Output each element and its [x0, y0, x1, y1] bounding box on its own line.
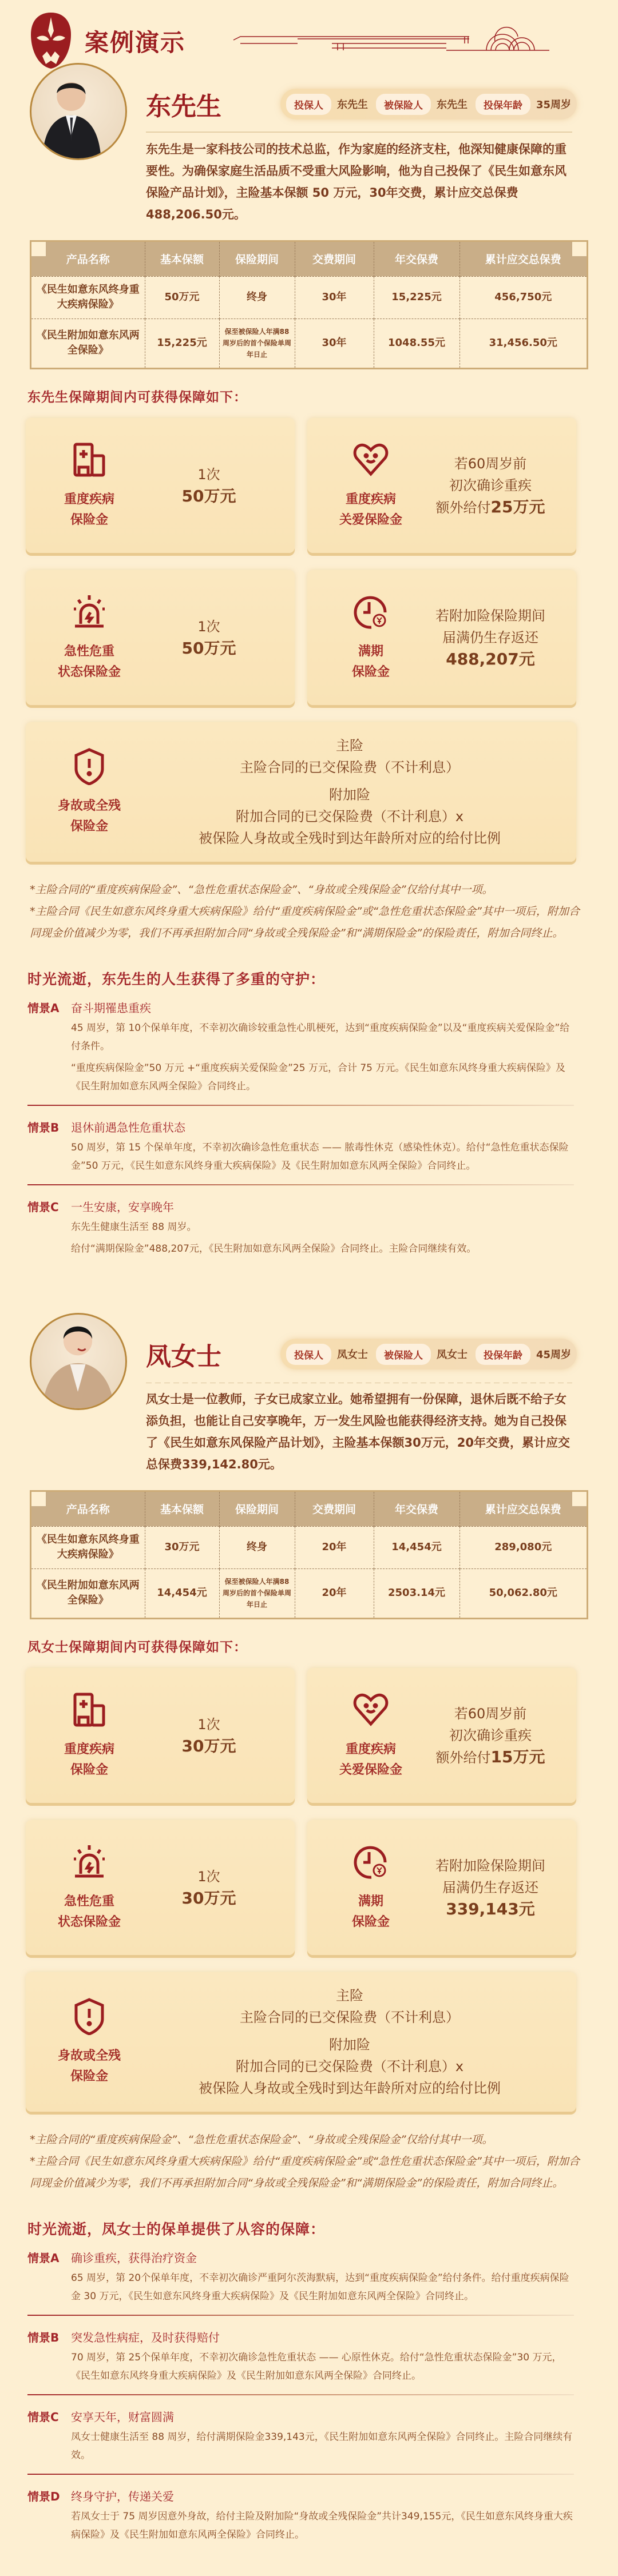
cell: 《民生如意东风终身重大疾病保险》	[31, 276, 145, 318]
th-pay-term: 交费期间	[295, 1492, 374, 1526]
th-total: 累计应交总保费	[459, 242, 587, 276]
scenario-title: 一生安康，安享晚年	[71, 1200, 174, 1214]
benefits-heading: 东先生保障期间内可获得保障如下：	[27, 389, 247, 405]
person-description: 凤女士是一位教师，子女已成家立业。她希望拥有一份保障，退休后既不给子女添负担，也能让自己安享晚年，万一发生风险也能获得经济支持。她为自己投保了《民生如意东风保险产品计划》，主险基本保额30万元，20年交费，累计应交总保费339,142.80元。	[146, 1392, 570, 1471]
fret-corner	[30, 240, 46, 256]
th-term: 保险期间	[219, 1492, 295, 1526]
benefit-card-maturity	[307, 1820, 576, 1955]
benefit-label: 满期 保险金	[351, 1894, 390, 1929]
benefit-detail: 若附加险保险期间 届满仍生存返还 339,143元	[435, 1858, 545, 1918]
benefit-detail: 1次 30万元	[181, 1869, 236, 1908]
fret-corner	[572, 353, 588, 369]
tag-label-insured: 被保险人	[376, 1344, 431, 1365]
shield-alert-icon	[70, 1997, 108, 2035]
scenario-tag: 情景B	[27, 1121, 60, 1134]
person-description: 东先生是一家科技公司的技术总监，作为家庭的经济支柱，他深知健康保障的重要性。为确保家庭生活品质不受重大风险影响，他为自己投保了《民生如意东风保险产品计划》，主险基本保额 50 万元，30年交费，累计应交总保费488,206.50元。	[146, 142, 566, 221]
tag-label-age: 投保年龄	[476, 1344, 530, 1365]
th-pay-term: 交费期间	[295, 242, 374, 276]
scenario-text: “重度疾病保险金”50 万元 +“重度疾病关爱保险金”25 万元，合计 75 万元。《民生如意东风终身重大疾病保险》及《民生附加如意东风两全保险》合同终止。	[71, 1062, 565, 1092]
heart-smile-icon	[352, 441, 390, 479]
person-name: 东先生	[146, 92, 221, 121]
benefit-card-critical-illness	[26, 418, 295, 553]
cell: 50,062.80元	[459, 1568, 587, 1618]
fret-corner	[30, 1603, 46, 1619]
cell: 保至被保险人年满88周岁后的首个保险单周年日止	[219, 1568, 295, 1618]
hospital-icon	[70, 1691, 108, 1729]
th-annual: 年交保费	[374, 1492, 459, 1526]
scenario-text: 70 周岁，第 25个保单年度，不幸初次确诊急性危重状态 —— 心原性休克。给付“急性危重状态保险金”30 万元，《民生如意东风终身重大疾病保险》及《民生附加如意东风两全保险》合同终止。	[71, 2352, 562, 2382]
th-product: 产品名称	[31, 242, 145, 276]
cell: 20年	[295, 1568, 374, 1618]
table-row	[31, 318, 587, 368]
scenario-c	[27, 2394, 574, 2474]
scenario-d	[27, 2474, 574, 2553]
scenarios-heading: 时光流逝，凤女士的保单提供了从容的保障：	[27, 2221, 326, 2237]
footnotes	[30, 2129, 588, 2194]
cell: 14,454元	[145, 1568, 219, 1618]
benefit-label: 急性危重 状态保险金	[57, 1894, 121, 1929]
benefit-detail: 若60周岁前 初次确诊重疾 额外给付25万元	[435, 455, 545, 516]
scenario-text: 50 周岁，第 15 个保单年度，不幸初次确诊急性危重状态 —— 脓毒性休克（感染性休克）。给付“急性危重状态保险金”50 万元，《民生如意东风终身重大疾病保险》及《民生附加如意东风两全保险》合同终止。	[71, 1142, 569, 1172]
man-portrait-icon	[31, 65, 125, 158]
scenario-title: 突发急性病症，及时获得赔付	[71, 2331, 220, 2344]
scenario-b	[27, 1105, 574, 1184]
case-feng	[0, 1313, 618, 2553]
fret-corner	[572, 240, 588, 256]
scenario-title: 安享天年，财富圆满	[71, 2410, 174, 2424]
scenario-a	[27, 999, 574, 1105]
th-amount: 基本保额	[145, 242, 219, 276]
heart-smile-icon	[352, 1691, 390, 1729]
benefit-label: 重度疾病 保险金	[64, 1742, 114, 1777]
benefit-card-care	[307, 418, 576, 553]
benefit-cards	[26, 1668, 618, 2112]
avatar	[30, 63, 127, 160]
person-profile	[0, 1313, 618, 1484]
cell: 31,456.50元	[459, 318, 587, 368]
scenario-tag: 情景A	[27, 2251, 60, 2265]
hospital-icon	[70, 441, 108, 479]
benefit-label: 重度疾病 保险金	[64, 492, 114, 527]
alarm-light-icon	[70, 593, 108, 631]
tag-label-policyholder: 投保人	[286, 1344, 331, 1365]
fret-corner	[572, 1490, 588, 1506]
benefit-card-acute	[26, 570, 295, 705]
th-product: 产品名称	[31, 1492, 145, 1526]
benefit-card-critical-illness	[26, 1668, 295, 1803]
person-name: 凤女士	[146, 1342, 221, 1371]
th-amount: 基本保额	[145, 1492, 219, 1526]
benefit-label: 重度疾病 关爱保险金	[339, 1742, 402, 1777]
table-row	[31, 1526, 587, 1568]
scenario-title: 奋斗期罹患重疾	[71, 1001, 151, 1015]
scenario-b	[27, 2315, 574, 2394]
cell: 《民生如意东风终身重大疾病保险》	[31, 1526, 145, 1568]
cell: 终身	[219, 276, 295, 318]
cell: 保至被保险人年满88周岁后的首个保险单周年日止	[219, 318, 295, 368]
fret-corner	[30, 1490, 46, 1506]
table-row	[31, 276, 587, 318]
benefit-cards	[26, 418, 618, 862]
scenario-tag: 情景C	[27, 2410, 59, 2424]
footnote: *主险合同的“重度疾病保险金”、“急性危重状态保险金”、“身故或全残保险金”仅给付其中一项。	[30, 883, 493, 896]
cell: 20年	[295, 1526, 374, 1568]
table-header-row	[31, 1492, 587, 1526]
fret-corner	[30, 353, 46, 369]
scenario-tag: 情景C	[27, 1200, 59, 1214]
benefit-card-acute	[26, 1820, 295, 1955]
person-profile	[0, 34, 618, 240]
benefits-heading: 凤女士保障期间内可获得保障如下：	[27, 1639, 247, 1655]
policy-tags	[280, 89, 577, 120]
benefit-card-maturity	[307, 570, 576, 705]
clock-yuan-icon	[352, 1843, 390, 1881]
benefit-detail: 主险 主险合同的已交保险费（不计利息） 附加险 附加合同的已交保险费（不计利息）x 被保险人身故或全残时到达年龄所对应的给付比例	[199, 1988, 501, 2096]
divider	[146, 132, 572, 133]
benefit-label: 满期 保险金	[351, 644, 390, 679]
page-title: 案例演示	[85, 29, 186, 57]
footnote: *主险合同《民生如意东风终身重大疾病保险》给付“重度疾病保险金”或“急性危重状态保险金”其中一项后，附加合同现金价值减少为零，我们不再承担附加合同“身故或全残保险金”和“满期保险金”的保险责任，附加合同终止。	[30, 2155, 580, 2189]
tag-label-age: 投保年龄	[476, 94, 530, 115]
benefit-detail: 若60周岁前 初次确诊重疾 额外给付15万元	[435, 1705, 545, 1766]
benefit-detail: 1次 50万元	[181, 619, 236, 658]
cell: 1048.55元	[374, 318, 459, 368]
th-annual: 年交保费	[374, 242, 459, 276]
tag-label-insured: 被保险人	[376, 94, 431, 115]
benefit-detail: 1次 50万元	[181, 467, 236, 505]
cell: 15,225元	[145, 318, 219, 368]
scenario-title: 终身守护，传递关爱	[71, 2490, 174, 2503]
cell: 289,080元	[459, 1526, 587, 1568]
benefit-detail: 主险 主险合同的已交保险费（不计利息） 附加险 附加合同的已交保险费（不计利息）x 被保险人身故或全残时到达年龄所对应的给付比例	[199, 738, 501, 846]
footnote: *主险合同《民生如意东风终身重大疾病保险》给付“重度疾病保险金”或“急性危重状态保险金”其中一项后，附加合同现金价值减少为零，我们不再承担附加合同“身故或全残保险金”和“满期保险金”的保险责任，附加合同终止。	[30, 905, 580, 939]
scenario-text: 给付“满期保险金”488,207元，《民生附加如意东风两全保险》合同终止。主险合同继续有效。	[71, 1243, 477, 1255]
benefit-label: 重度疾病 关爱保险金	[339, 492, 402, 527]
cell: 30年	[295, 318, 374, 368]
scenario-text: 凤女士健康生活至 88 周岁，给付满期保险金339,143元，《民生附加如意东风两全保险》合同终止。主险合同继续有效。	[71, 2431, 573, 2461]
cell: 50万元	[145, 276, 219, 318]
scenarios-heading: 时光流逝，东先生的人生获得了多重的守护：	[27, 971, 326, 988]
scenario-text: 东先生健康生活至 88 周岁。	[71, 1221, 197, 1233]
avatar	[30, 1313, 127, 1410]
cell: 终身	[219, 1526, 295, 1568]
scenario-text: 45 周岁，第 10个保单年度，不幸初次确诊较重急性心肌梗死，达到“重度疾病保险金”以及“重度疾病关爱保险金”给付条件。	[71, 1022, 570, 1052]
cell: 15,225元	[374, 276, 459, 318]
policy-tags	[280, 1339, 577, 1369]
table-header-row	[31, 242, 587, 276]
cell: 14,454元	[374, 1526, 459, 1568]
scenario-tag: 情景A	[27, 1001, 60, 1015]
tag-value-policyholder: 凤女士	[337, 1349, 368, 1361]
cell: 30万元	[145, 1526, 219, 1568]
cell: 456,750元	[459, 276, 587, 318]
scenario-title: 退休前遇急性危重状态	[71, 1121, 185, 1134]
benefit-detail: 若附加险保险期间 届满仍生存返还 488,207元	[435, 608, 545, 668]
benefit-card-death	[26, 722, 576, 862]
clock-yuan-icon	[352, 593, 390, 631]
tag-value-insured: 凤女士	[437, 1349, 468, 1361]
scenario-tag: 情景B	[27, 2331, 60, 2344]
product-table	[30, 1490, 588, 1619]
fret-corner	[572, 1603, 588, 1619]
cell: 《民生附加如意东风两全保险》	[31, 1568, 145, 1618]
woman-portrait-icon	[31, 1315, 125, 1408]
cell: 30年	[295, 276, 374, 318]
case-dong	[0, 34, 618, 1267]
table-row	[31, 1568, 587, 1618]
shield-alert-icon	[70, 747, 108, 785]
product-table	[30, 240, 588, 369]
benefit-detail: 1次 30万元	[181, 1717, 236, 1755]
scenario-c	[27, 1184, 574, 1267]
tag-label-policyholder: 投保人	[286, 94, 331, 115]
tag-value-insured: 东先生	[437, 99, 468, 111]
benefit-label: 身故或全残 保险金	[57, 2048, 121, 2084]
alarm-light-icon	[70, 1843, 108, 1881]
benefit-card-death	[26, 1972, 576, 2112]
tag-value-policyholder: 东先生	[337, 99, 368, 111]
scenario-a	[27, 2249, 574, 2315]
benefit-label: 急性危重 状态保险金	[57, 644, 121, 679]
cell: 《民生附加如意东风两全保险》	[31, 318, 145, 368]
scenario-title: 确诊重疾，获得治疗资金	[71, 2251, 197, 2265]
benefit-card-care	[307, 1668, 576, 1803]
footnotes	[30, 879, 588, 944]
scenario-tag: 情景D	[27, 2490, 60, 2503]
scenario-text: 65 周岁，第 20个保单年度，不幸初次确诊严重阿尔茨海默病，达到“重度疾病保险金”给付条件。给付重度疾病保险金 30 万元，《民生如意东风终身重大疾病保险》及《民生附加如意东风两全保险》合同终止。	[71, 2272, 569, 2302]
cell: 2503.14元	[374, 1568, 459, 1618]
footnote: *主险合同的“重度疾病保险金”、“急性危重状态保险金”、“身故或全残保险金”仅给付其中一项。	[30, 2133, 493, 2146]
tag-value-age: 35周岁	[536, 99, 572, 111]
th-term: 保险期间	[219, 242, 295, 276]
scenario-text: 若凤女士于 75 周岁因意外身故，给付主险及附加险“身故或全残保险金”共计349,155元，《民生如意东风终身重大疾病保险》及《民生附加如意东风两全保险》合同终止。	[71, 2511, 573, 2541]
tag-value-age: 45周岁	[536, 1349, 572, 1361]
th-total: 累计应交总保费	[459, 1492, 587, 1526]
benefit-label: 身故或全残 保险金	[57, 798, 121, 834]
